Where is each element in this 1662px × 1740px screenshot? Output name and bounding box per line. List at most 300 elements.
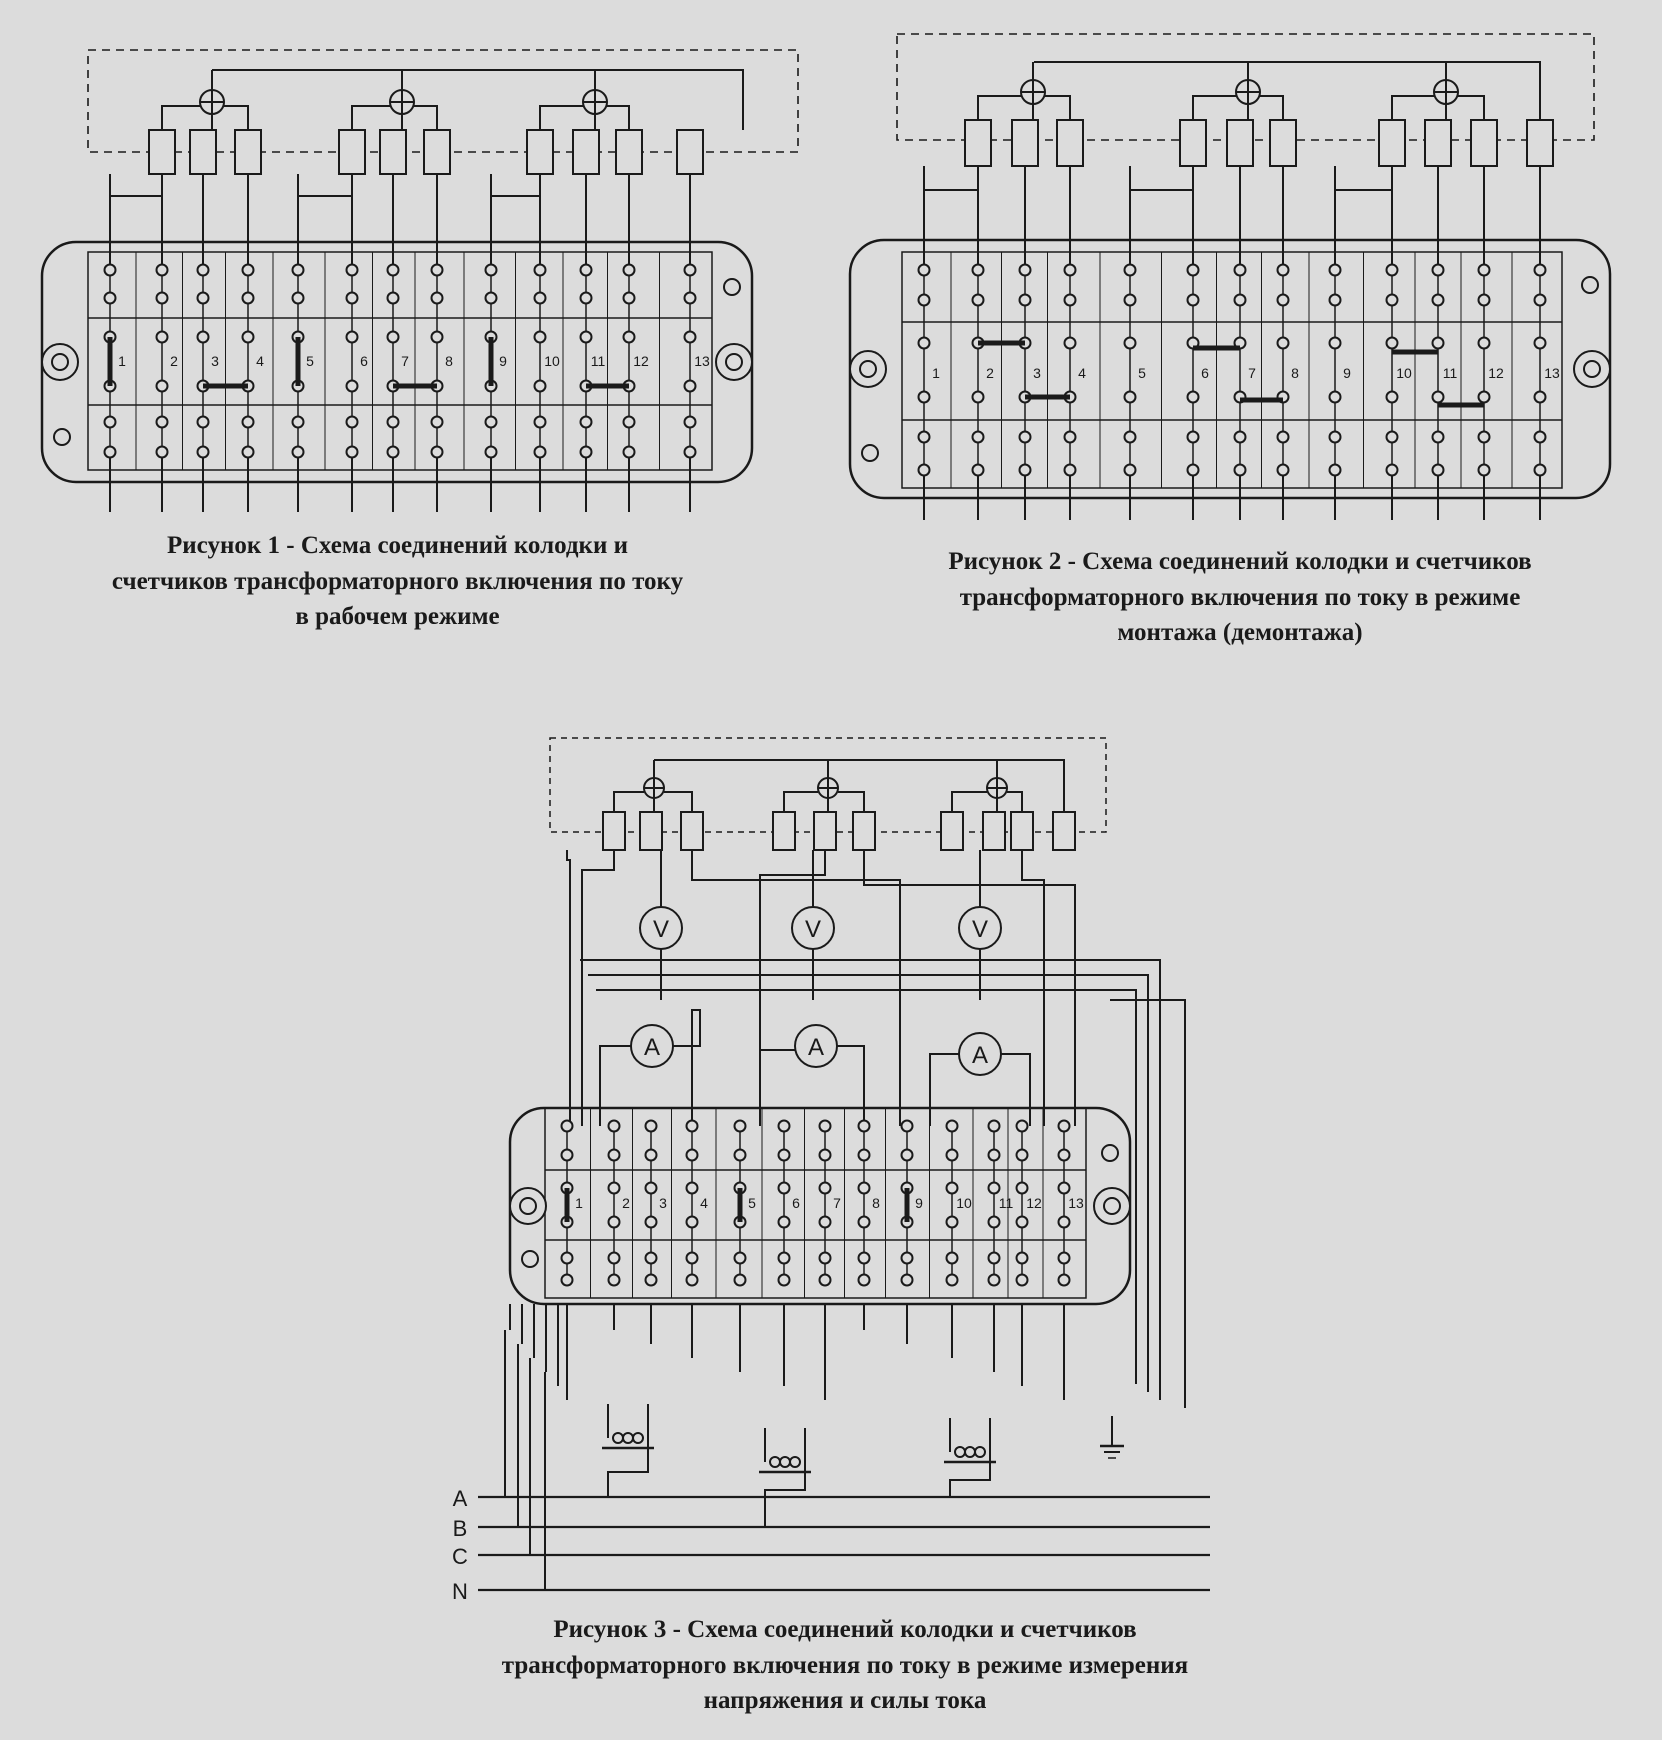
wire [952,792,987,812]
contact-point [105,265,116,276]
contact-point [973,265,984,276]
current-element [424,130,450,174]
contact-point [947,1253,958,1264]
contact-point [1387,465,1398,476]
contact-point [581,332,592,343]
wire [837,1046,864,1126]
contact-point [1433,465,1444,476]
contact-point [1020,465,1031,476]
terminal-number: 3 [1033,365,1041,381]
contact-point [347,293,358,304]
contact-point [1125,295,1136,306]
terminal-number: 8 [872,1195,880,1211]
wire [1392,96,1434,120]
contact-point [347,447,358,458]
current-element [573,130,599,174]
contact-point [1059,1275,1070,1286]
contact-point [432,293,443,304]
contact-point [820,1253,831,1264]
contact-point [1479,465,1490,476]
terminal-number: 2 [622,1195,630,1211]
contact-point [486,447,497,458]
mounting-hole [1094,1188,1130,1224]
contact-point [687,1183,698,1194]
terminal-number: 4 [256,353,264,369]
wire [352,106,390,130]
terminal-number: 1 [932,365,940,381]
phase-label: C [452,1544,468,1569]
contact-point [198,447,209,458]
contact-point [1479,432,1490,443]
contact-point [646,1253,657,1264]
contact-point [347,332,358,343]
contact-point [1535,295,1546,306]
current-element [1012,120,1038,166]
current-element [190,130,216,174]
contact-point [1017,1275,1028,1286]
contact-point [989,1275,1000,1286]
contact-point [535,381,546,392]
terminal-number: 1 [575,1195,583,1211]
contact-point [1235,265,1246,276]
contact-point [947,1121,958,1132]
terminal-number: 11 [998,1195,1014,1211]
contact-point [779,1121,790,1132]
current-element [1425,120,1451,166]
ammeter-symbol: A [807,1034,825,1061]
contact-point [919,295,930,306]
contact-point [989,1183,1000,1194]
contact-point [243,417,254,428]
ammeter-symbol: A [643,1034,661,1061]
terminal-number: 13 [1068,1195,1084,1211]
contact-point [779,1275,790,1286]
meter-current-coil [623,1433,633,1443]
contact-point [973,392,984,403]
contact-point [432,265,443,276]
terminal-number: 10 [1396,365,1412,381]
mounting-hole [42,344,78,380]
voltmeter-symbol: V [652,916,670,943]
contact-point [581,447,592,458]
caption-line: Рисунок 2 - Схема соединений колодки и счетчиков [948,548,1532,575]
contact-point [1330,265,1341,276]
ammeter-symbol: A [971,1042,989,1069]
contact-point [989,1217,1000,1228]
contact-point [581,417,592,428]
contact-point [198,417,209,428]
contact-point [1330,432,1341,443]
meter-current-coil [780,1457,790,1467]
terminal-number: 12 [1026,1195,1042,1211]
contact-point [779,1150,790,1161]
contact-point [157,447,168,458]
contact-point [1479,338,1490,349]
contact-point [157,293,168,304]
contact-point [735,1275,746,1286]
contact-point [157,332,168,343]
contact-point [1020,432,1031,443]
contact-point [609,1253,620,1264]
contact-point [973,295,984,306]
contact-point [1020,265,1031,276]
contact-point [919,265,930,276]
contact-point [609,1150,620,1161]
meter-current-coil [965,1447,975,1457]
screw-hole [1582,277,1598,293]
contact-point [779,1183,790,1194]
terminal-number: 12 [1488,365,1504,381]
terminal-number: 5 [1138,365,1146,381]
contact-point [432,332,443,343]
contact-point [157,417,168,428]
contact-point [198,332,209,343]
current-element [640,812,662,850]
contact-point [1065,338,1076,349]
contact-point [157,381,168,392]
contact-point [1387,295,1398,306]
contact-point [624,417,635,428]
contact-point [486,417,497,428]
wire [224,106,248,130]
contact-point [859,1217,870,1228]
contact-point [1059,1253,1070,1264]
contact-point [820,1150,831,1161]
contact-point [535,293,546,304]
current-element [1471,120,1497,166]
contact-point [1065,432,1076,443]
contact-point [1235,295,1246,306]
contact-point [1188,465,1199,476]
contact-point [859,1150,870,1161]
contact-point [609,1183,620,1194]
contact-point [685,447,696,458]
contact-point [1433,338,1444,349]
wire [162,106,200,130]
contact-point [902,1150,913,1161]
contact-point [646,1121,657,1132]
contact-point [105,417,116,428]
current-element [1180,120,1206,166]
current-element [677,130,703,174]
contact-point [243,265,254,276]
contact-point [535,265,546,276]
contact-point [687,1217,698,1228]
contact-point [646,1183,657,1194]
contact-point [535,447,546,458]
contact-point [486,265,497,276]
caption-line: монтажа (демонтажа) [1117,619,1363,646]
current-element [681,812,703,850]
current-element [1379,120,1405,166]
wire [1260,96,1283,120]
contact-point [687,1275,698,1286]
contact-point [919,465,930,476]
current-element [941,812,963,850]
contact-point [685,265,696,276]
contact-point [388,265,399,276]
return-wire [580,960,1160,1400]
contact-point [1278,465,1289,476]
contact-point [562,1275,573,1286]
contact-point [859,1253,870,1264]
contact-point [1535,465,1546,476]
contact-point [919,392,930,403]
wire [567,850,570,1126]
contact-point [243,332,254,343]
screw-hole [862,445,878,461]
contact-point [1017,1183,1028,1194]
contact-point [609,1121,620,1132]
current-element [965,120,991,166]
wire [784,792,818,812]
contact-point [1433,392,1444,403]
contact-point [646,1150,657,1161]
terminal-number: 2 [986,365,994,381]
wire [607,106,629,130]
contact-point [919,432,930,443]
figure-1-working-mode [42,50,798,512]
contact-point [1188,432,1199,443]
mounting-hole [510,1188,546,1224]
voltmeter-symbol: V [971,916,989,943]
contact-point [1059,1217,1070,1228]
contact-point [624,293,635,304]
contact-point [624,332,635,343]
contact-point [1278,265,1289,276]
terminal-number: 4 [700,1195,708,1211]
screw-hole [54,429,70,445]
current-element [527,130,553,174]
contact-point [293,447,304,458]
contact-point [1235,465,1246,476]
contact-point [624,265,635,276]
contact-point [1387,392,1398,403]
voltmeter-symbol: V [804,916,822,943]
figure-2-mounting-mode [850,34,1610,520]
current-element [1057,120,1083,166]
caption-line: Рисунок 1 - Схема соединений колодки и [167,532,628,559]
contact-point [1065,465,1076,476]
contact-point [388,447,399,458]
wire [1458,96,1484,120]
contact-point [609,1217,620,1228]
contact-point [1387,432,1398,443]
contact-point [1017,1150,1028,1161]
wire [414,106,437,130]
contact-point [609,1275,620,1286]
bus-wire [212,70,743,130]
contact-point [685,293,696,304]
current-element [983,812,1005,850]
contact-point [198,265,209,276]
contact-point [947,1217,958,1228]
mounting-hole [716,344,752,380]
contact-point [1125,338,1136,349]
terminal-number: 5 [748,1195,756,1211]
contact-point [820,1275,831,1286]
contact-point [1479,392,1490,403]
wire [1022,850,1044,1126]
contact-point [1278,338,1289,349]
terminal-number: 6 [792,1195,800,1211]
phase-label: A [452,1486,468,1511]
contact-point [902,1253,913,1264]
contact-point [779,1217,790,1228]
contact-point [581,293,592,304]
contact-point [535,332,546,343]
contact-point [1125,392,1136,403]
terminal-number: 9 [499,353,507,369]
contact-point [1125,265,1136,276]
current-element [853,812,875,850]
current-element [1053,812,1075,850]
mounting-hole [850,351,886,387]
contact-point [859,1275,870,1286]
terminal-grid [88,252,712,470]
wire [600,1046,631,1126]
contact-point [1330,392,1341,403]
contact-point [486,293,497,304]
contact-point [347,417,358,428]
contact-point [902,1275,913,1286]
contact-point [1535,392,1546,403]
terminal-number: 3 [659,1195,667,1211]
contact-point [293,293,304,304]
wire [614,792,644,812]
contact-point [685,332,696,343]
contact-point [1479,295,1490,306]
figure-3-caption [360,1612,1330,1719]
contact-point [973,465,984,476]
contact-point [1433,432,1444,443]
contact-point [735,1121,746,1132]
wire [930,1054,959,1126]
wire [540,106,583,130]
phase-label: B [452,1516,468,1541]
terminal-number: 2 [170,353,178,369]
contact-point [687,1121,698,1132]
contact-point [1125,432,1136,443]
contact-point [820,1121,831,1132]
wire [692,850,900,1126]
terminal-number: 7 [401,353,409,369]
contact-point [105,293,116,304]
meter-current-coil [770,1457,780,1467]
contact-point [687,1253,698,1264]
contact-point [1188,265,1199,276]
contact-point [1330,338,1341,349]
terminal-number: 6 [360,353,368,369]
terminal-number: 6 [1201,365,1209,381]
wire [1001,1054,1030,1126]
contact-point [293,417,304,428]
contact-point [973,432,984,443]
contact-point [1059,1183,1070,1194]
contact-point [947,1150,958,1161]
bus-wire [1034,62,1540,120]
contact-point [347,381,358,392]
caption-line: трансформаторного включения по току в режиме [959,583,1521,611]
screw-hole [522,1251,538,1267]
current-element [339,130,365,174]
contact-point [947,1183,958,1194]
terminal-number: 10 [544,353,560,369]
contact-point [820,1217,831,1228]
contact-point [1059,1121,1070,1132]
figure-2-caption [830,544,1650,651]
contact-point [562,1121,573,1132]
current-element [1527,120,1553,166]
wire [1007,792,1022,812]
contact-point [388,332,399,343]
wire [838,792,864,812]
terminal-number: 13 [694,353,710,369]
contact-point [820,1183,831,1194]
caption-line: Рисунок 3 - Схема соединений колодки и счетчиков [553,1616,1137,1643]
contact-point [646,1217,657,1228]
contact-point [198,293,209,304]
current-element [380,130,406,174]
current-element [149,130,175,174]
contact-point [1065,265,1076,276]
contact-point [859,1183,870,1194]
contact-point [685,417,696,428]
contact-point [1387,338,1398,349]
current-element [773,812,795,850]
terminal-number: 9 [1343,365,1351,381]
contact-point [1235,432,1246,443]
wire [950,1452,990,1497]
contact-point [1278,432,1289,443]
contact-point [646,1275,657,1286]
contact-point [989,1150,1000,1161]
contact-point [735,1150,746,1161]
meter-current-coil [955,1447,965,1457]
current-element [616,130,642,174]
contact-point [687,1150,698,1161]
terminal-number: 10 [956,1195,972,1211]
current-element [1270,120,1296,166]
contact-point [1479,265,1490,276]
contact-point [535,417,546,428]
meter-current-coil [975,1447,985,1457]
contact-point [1387,265,1398,276]
contact-point [1535,265,1546,276]
figure-1-caption [10,528,785,635]
wire [760,850,825,1126]
meter-current-coil [613,1433,623,1443]
contact-point [919,338,930,349]
contact-point [989,1121,1000,1132]
contact-point [1125,465,1136,476]
terminal-number: 13 [1544,365,1560,381]
contact-point [902,1121,913,1132]
terminal-number: 4 [1078,365,1086,381]
terminal-number: 3 [211,353,219,369]
contact-point [1433,295,1444,306]
contact-point [562,1150,573,1161]
contact-point [1433,265,1444,276]
contact-point [581,265,592,276]
terminal-number: 11 [1442,365,1458,381]
caption-line: счетчиков трансформаторного включения по току [111,567,684,595]
wire [664,792,692,812]
contact-point [1535,338,1546,349]
current-element [235,130,261,174]
contact-point [1065,295,1076,306]
contact-point [624,447,635,458]
